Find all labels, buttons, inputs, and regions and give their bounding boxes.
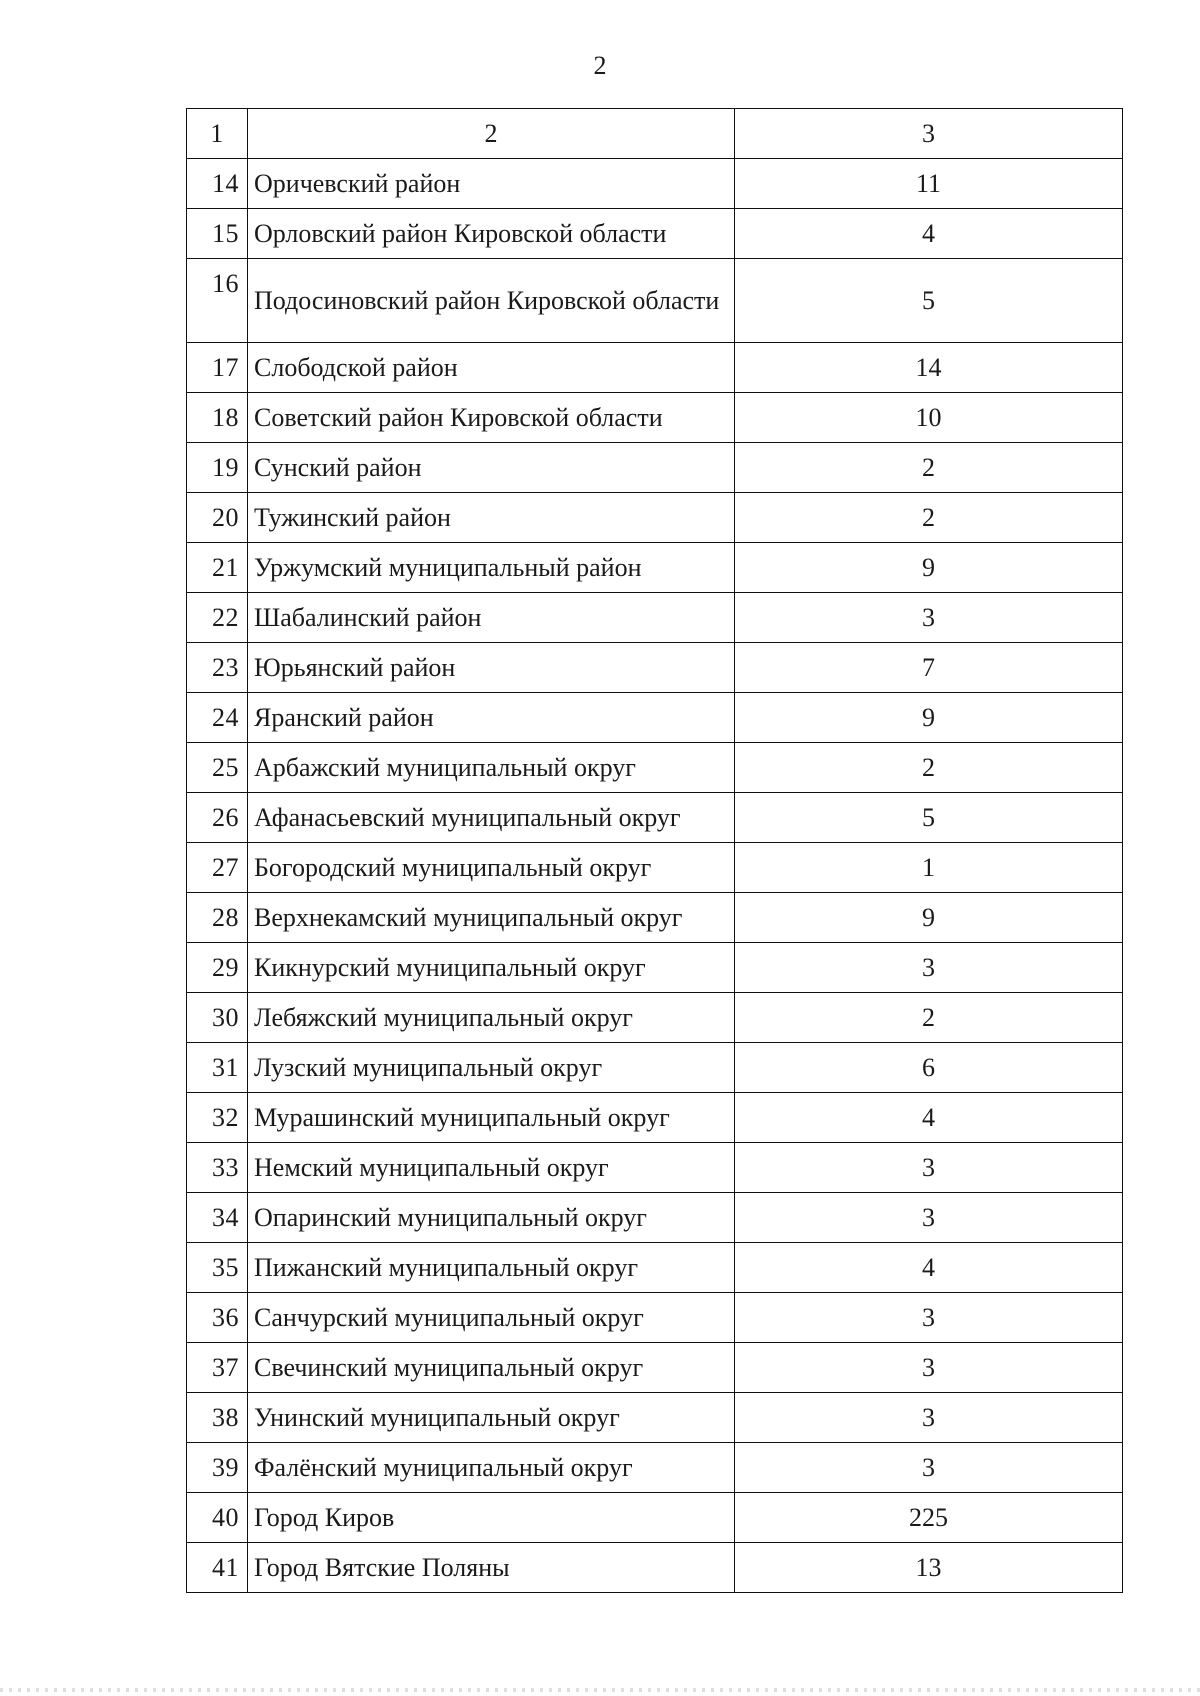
table-row bbox=[187, 1243, 1123, 1293]
value-cell: 5 bbox=[735, 793, 1123, 843]
municipality-name-cell: Афанасьевский муниципальный округ bbox=[248, 793, 735, 843]
municipality-name-cell: Пижанский муниципальный округ bbox=[248, 1243, 735, 1293]
value-cell: 2 bbox=[735, 443, 1123, 493]
row-number-cell: 33 bbox=[187, 1143, 248, 1193]
municipality-name-cell: Унинский муниципальный округ bbox=[248, 1393, 735, 1443]
table-row bbox=[187, 209, 1123, 259]
value-cell: 3 bbox=[735, 593, 1123, 643]
value-cell: 9 bbox=[735, 893, 1123, 943]
row-number-cell: 24 bbox=[187, 693, 248, 743]
value-cell: 6 bbox=[735, 1043, 1123, 1093]
value-cell: 11 bbox=[735, 159, 1123, 209]
table-row bbox=[187, 1093, 1123, 1143]
row-number-cell: 14 bbox=[187, 159, 248, 209]
row-number-cell: 22 bbox=[187, 593, 248, 643]
value-cell: 225 bbox=[735, 1493, 1123, 1543]
row-number-cell: 31 bbox=[187, 1043, 248, 1093]
municipality-name-cell: Тужинский район bbox=[248, 493, 735, 543]
municipality-name-cell: Свечинский муниципальный округ bbox=[248, 1343, 735, 1393]
table-row bbox=[187, 1293, 1123, 1343]
row-number-cell: 28 bbox=[187, 893, 248, 943]
table-row bbox=[187, 393, 1123, 443]
table-row bbox=[187, 1543, 1123, 1593]
value-cell: 2 bbox=[735, 993, 1123, 1043]
value-cell: 3 bbox=[735, 1343, 1123, 1393]
table-row bbox=[187, 543, 1123, 593]
value-cell: 4 bbox=[735, 209, 1123, 259]
row-number-cell: 25 bbox=[187, 743, 248, 793]
municipality-name-cell: Лебяжский муниципальный округ bbox=[248, 993, 735, 1043]
value-cell: 3 bbox=[735, 1293, 1123, 1343]
row-number-cell: 41 bbox=[187, 1543, 248, 1593]
row-number-cell: 34 bbox=[187, 1193, 248, 1243]
table-row bbox=[187, 643, 1123, 693]
table-row bbox=[187, 159, 1123, 209]
municipality-name-cell: Яранский район bbox=[248, 693, 735, 743]
table-row bbox=[187, 943, 1123, 993]
municipality-name-cell: Санчурский муниципальный округ bbox=[248, 1293, 735, 1343]
table-row bbox=[187, 493, 1123, 543]
table-row bbox=[187, 843, 1123, 893]
scan-artifact-line bbox=[0, 1688, 1200, 1692]
municipality-name-cell: Шабалинский район bbox=[248, 593, 735, 643]
row-number-cell: 18 bbox=[187, 393, 248, 443]
table-row bbox=[187, 1443, 1123, 1493]
value-cell: 10 bbox=[735, 393, 1123, 443]
value-cell: 3 bbox=[735, 1143, 1123, 1193]
row-number-cell: 19 bbox=[187, 443, 248, 493]
table-row bbox=[187, 1393, 1123, 1443]
value-cell: 14 bbox=[735, 343, 1123, 393]
value-cell: 4 bbox=[735, 1093, 1123, 1143]
municipality-name-cell: Юрьянский район bbox=[248, 643, 735, 693]
municipality-name-cell: Кикнурский муниципальный округ bbox=[248, 943, 735, 993]
value-cell: 2 bbox=[735, 743, 1123, 793]
row-number-cell: 29 bbox=[187, 943, 248, 993]
row-number-cell: 40 bbox=[187, 1493, 248, 1543]
value-cell: 13 bbox=[735, 1543, 1123, 1593]
municipality-name-cell: Слободской район bbox=[248, 343, 735, 393]
value-cell: 9 bbox=[735, 543, 1123, 593]
municipality-name-cell: Арбажский муниципальный округ bbox=[248, 743, 735, 793]
value-cell: 9 bbox=[735, 693, 1123, 743]
table-row bbox=[187, 259, 1123, 343]
value-cell: 2 bbox=[735, 493, 1123, 543]
value-cell: 5 bbox=[735, 259, 1123, 343]
row-number-cell: 27 bbox=[187, 843, 248, 893]
value-cell: 3 bbox=[735, 943, 1123, 993]
municipality-name-cell: Богородский муниципальный округ bbox=[248, 843, 735, 893]
table-row bbox=[187, 1343, 1123, 1393]
municipality-name-cell: Верхнекамский муниципальный округ bbox=[248, 893, 735, 943]
table-row bbox=[187, 1493, 1123, 1543]
row-number-cell: 37 bbox=[187, 1343, 248, 1393]
value-cell: 3 bbox=[735, 1193, 1123, 1243]
data-table bbox=[186, 108, 1123, 1593]
table-row bbox=[187, 343, 1123, 393]
table-row bbox=[187, 1143, 1123, 1193]
page-number: 2 bbox=[593, 51, 607, 80]
table-row bbox=[187, 693, 1123, 743]
header-col-3: 3 bbox=[735, 109, 1123, 159]
municipality-name-cell: Город Киров bbox=[248, 1493, 735, 1543]
municipality-name-cell: Советский район Кировской области bbox=[248, 393, 735, 443]
table-row bbox=[187, 993, 1123, 1043]
row-number-cell: 39 bbox=[187, 1443, 248, 1493]
row-number-cell: 21 bbox=[187, 543, 248, 593]
value-cell: 7 bbox=[735, 643, 1123, 693]
municipality-name-cell: Город Вятские Поляны bbox=[248, 1543, 735, 1593]
row-number-cell: 35 bbox=[187, 1243, 248, 1293]
row-number-cell: 15 bbox=[187, 209, 248, 259]
header-col-1: 1 bbox=[187, 109, 248, 159]
municipality-name-cell: Фалёнский муниципальный округ bbox=[248, 1443, 735, 1493]
value-cell: 1 bbox=[735, 843, 1123, 893]
table-row bbox=[187, 1193, 1123, 1243]
table-header-row bbox=[187, 109, 1123, 159]
row-number-cell: 20 bbox=[187, 493, 248, 543]
row-number-cell: 32 bbox=[187, 1093, 248, 1143]
municipality-name-cell: Опаринский муниципальный округ bbox=[248, 1193, 735, 1243]
municipality-name-cell: Орловский район Кировской области bbox=[248, 209, 735, 259]
row-number-cell: 23 bbox=[187, 643, 248, 693]
value-cell: 3 bbox=[735, 1443, 1123, 1493]
value-cell: 4 bbox=[735, 1243, 1123, 1293]
row-number-cell: 30 bbox=[187, 993, 248, 1043]
municipality-name-cell: Немский муниципальный округ bbox=[248, 1143, 735, 1193]
row-number-cell: 36 bbox=[187, 1293, 248, 1343]
table-row bbox=[187, 793, 1123, 843]
municipality-name-cell: Мурашинский муниципальный округ bbox=[248, 1093, 735, 1143]
header-col-2: 2 bbox=[248, 109, 735, 159]
municipality-name-cell: Подосиновский район Кировской области bbox=[248, 259, 735, 343]
municipality-name-cell: Лузский муниципальный округ bbox=[248, 1043, 735, 1093]
row-number-cell: 38 bbox=[187, 1393, 248, 1443]
table-row bbox=[187, 593, 1123, 643]
row-number-cell: 17 bbox=[187, 343, 248, 393]
row-number-cell: 26 bbox=[187, 793, 248, 843]
table-row bbox=[187, 893, 1123, 943]
table-row bbox=[187, 743, 1123, 793]
table-row bbox=[187, 443, 1123, 493]
municipality-name-cell: Сунский район bbox=[248, 443, 735, 493]
value-cell: 3 bbox=[735, 1393, 1123, 1443]
municipality-name-cell: Оричевский район bbox=[248, 159, 735, 209]
table-row bbox=[187, 1043, 1123, 1093]
row-number-cell: 16 bbox=[187, 259, 248, 343]
municipality-name-cell: Уржумский муниципальный район bbox=[248, 543, 735, 593]
